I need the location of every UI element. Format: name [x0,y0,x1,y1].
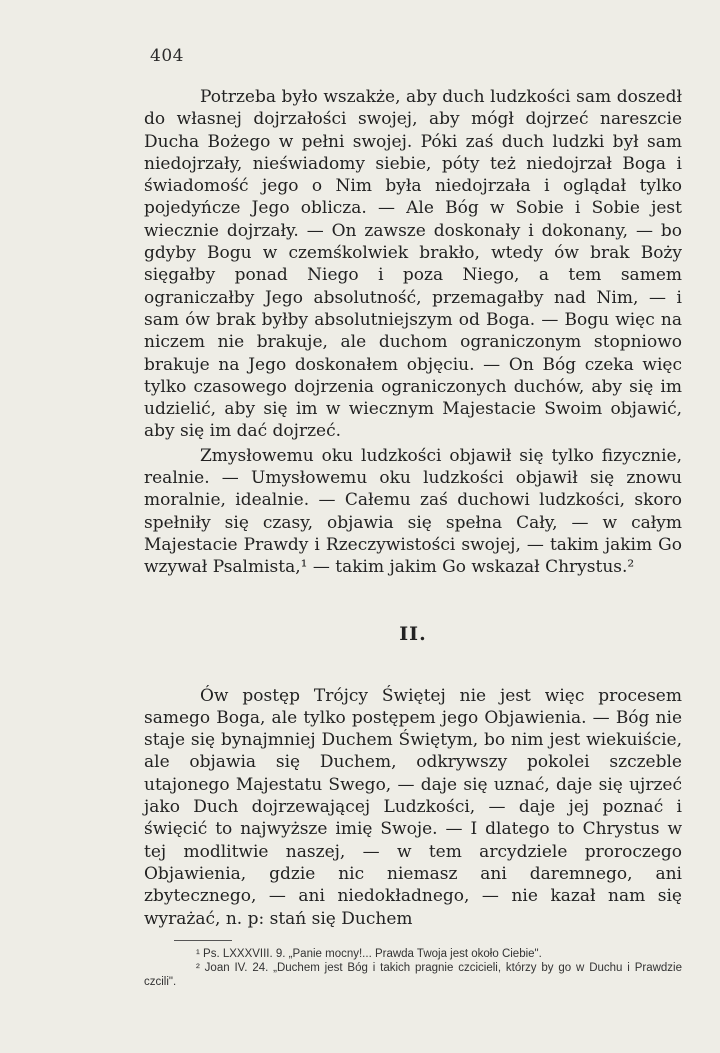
paragraph-3: Ów postęp Trójcy Świętej nie jest więc procesem samego Boga, ale tylko postępem jego Objawienia. — Bóg nie staje się bynajmniej Duchem Świętym, bo nim jest wiekuiście, ale objawia się Duchem, odkrywszy pokolei szczeble utajonego Majestatu Swego, — daje się uznać, daje się ujrzeć jako Duch dojrzewającej Ludzkości, — daje jej poznać i święcić to najwyższe imię Swoje. — I dlatego to Chrystus w tej modlitwie naszej, — w tem arcydziele proroczego Objawienia, gdzie nic niemasz ani daremnego, ani zbytecznego, — ani niedokładnego, — nie kazał nam się wyrażać, n. p: stań się Duchem [144,685,682,929]
page-number: 404 [150,46,184,66]
paragraph-1: Potrzeba było wszakże, aby duch ludzkości sam doszedł do własnej dojrzałości swojej, aby mógł dojrzeć nareszcie Ducha Bożego w pełni swojej. Póki zaś duch ludzki był sam niedojrzały, nieświadomy siebie, póty też niedojrzał Boga i świadomość jego o Nim była niedojrzała i oglądał tylko pojedyńcze Jego oblicza. — Ale Bóg w Sobie i Sobie jest wiecznie dojrzały. — On zawsze doskonały i dokonany, — bo gdyby Bogu w czemśkolwiek brakło, wtedy ów brak Boży sięgałby ponad Niego i poza Niego, a tem samem ograniczałby Jego absolutność, przemagałby nad Nim, — i sam ów brak byłby absolutniejszym od Boga. — Bogu więc na niczem nie brakuje, ale duchom ograniczonym stopniowo brakuje na Jego doskonałem objęciu. — On Bóg czeka więc tylko czasowego dojrzenia ograniczonych duchów, aby się im udzielić, aby się im w wiecznym Majestacie Swoim objawić, aby się im dać dojrzeć. [144,87,682,442]
section-heading: II. [399,622,427,645]
footnote-separator [174,940,232,941]
footnote-1: ¹ Ps. LXXXVIII. 9. „Panie mocny!... Prawda Twoja jest około Ciebie". [196,947,542,960]
footnote-2: ² Joan IV. 24. „Duchem jest Bóg i takich pragnie czcicieli, którzy by go w Duchu i Prawdzie czcili". [144,961,682,988]
paragraph-2: Zmysłowemu oku ludzkości objawił się tylko fizycznie, realnie. — Umysłowemu oku ludzkości objawił się znowu moralnie, idealnie. — Całemu zaś duchowi ludzkości, skoro spełniły się czasy, objawia się spełna Cały, — w całym Majestacie Prawdy i Rzeczywistości swojej, — takim jakim Go wzywał Psalmista,¹ — takim jakim Go wskazał Chrystus.² [144,445,682,578]
